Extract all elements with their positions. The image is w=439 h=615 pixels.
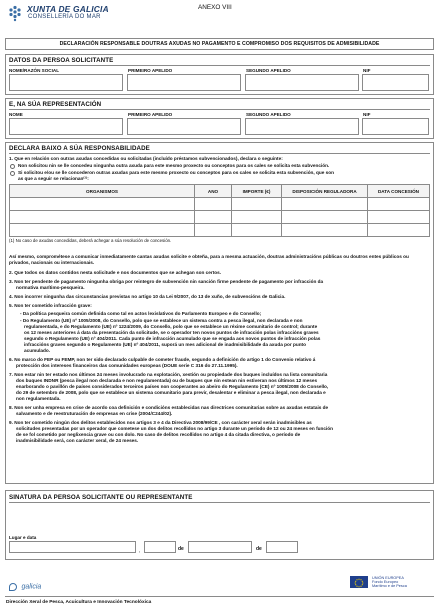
question-1: 1. Que en relación con outras axudas concedidas ou solicitadas (incluído préstamos subvencionados), declara o seguinte: bbox=[9, 156, 283, 161]
rep-surname2-field[interactable] bbox=[245, 118, 359, 135]
item-2: 2. Que todos os datos contidos nesta solicitude e nos documentos que se achegan son certos. bbox=[9, 270, 222, 275]
item-6-line2: protección dos intereses financeiros das comunidades europeas (DOUE serie C 316 do 27.11.1995). bbox=[16, 363, 238, 368]
option-other-aid-radio[interactable] bbox=[10, 171, 15, 176]
divider bbox=[9, 109, 430, 110]
item-6-line1: 6. No marco do FEP ou FEMP, non ter sido declarado culpable de cometer fraude, segundo a definición do artigo 1 do Convenio relativo á bbox=[9, 357, 316, 362]
table-cell[interactable] bbox=[195, 198, 232, 211]
item-3-line1: 3. Non ter pendente de pagamento ningunha obriga por reintegro de subvención nin sanción firme pendente de pagamento por infracción da bbox=[9, 279, 324, 284]
de-label-1: de bbox=[178, 546, 184, 552]
item-5b-line2: regulamentada, e do Regulamento (UE) nº 1224/2009, do Consello, polo que se establece un réxime comunitario de control; durante bbox=[24, 324, 318, 329]
rep-nif-label: NIF bbox=[363, 112, 371, 117]
eu-line-3: Marítimo e de Pesca bbox=[372, 584, 407, 589]
table-cell[interactable] bbox=[282, 198, 368, 211]
table-cell[interactable] bbox=[232, 211, 282, 224]
table-row[interactable] bbox=[10, 198, 430, 211]
rep-name-field[interactable] bbox=[9, 118, 123, 135]
option-other-aid-label-line1: Si solicitou e/ou se lle concederon outras axudas para este mesmo proxecto ou conceptos para os cales se solicita esta subvención, que son bbox=[18, 170, 334, 175]
applicant-surname1-label: PRIMEIRO APELIDO bbox=[128, 68, 173, 73]
table-cell[interactable] bbox=[232, 224, 282, 237]
day-field[interactable] bbox=[144, 541, 176, 553]
item-5a: - Da política pesqueira común definida como tal en actos lexislativos do Parlamento Europeo e do Consello; bbox=[20, 311, 262, 316]
applicant-nif-label: NIF bbox=[363, 68, 371, 73]
item-7-line2: dos buques INDNR (pesca ilegal non declarada e non regulamentada) ou de buques que nin estean nin estiveran nos últimos 12 meses bbox=[16, 378, 318, 383]
item-5b-line1: - Do Regulamento (UE) nº 1005/2008, do Consello, polo que se establece un sistema contra a pesca ilegal, non declarada e non bbox=[20, 318, 303, 323]
rep-surname2-label: SEGUNDO APELIDO bbox=[246, 112, 291, 117]
applicant-name-label: NOME/RAZÓN SOCIAL bbox=[9, 68, 60, 73]
directorate-label: Dirección Xeral de Pesca, Acuicultura e Innovación Tecnolóxica bbox=[6, 600, 152, 605]
galicia-logo bbox=[9, 578, 41, 596]
col-header-data-concesion: DATA CONCESIÓN bbox=[368, 185, 430, 198]
comma-separator: , bbox=[139, 548, 141, 554]
table-header-row bbox=[10, 185, 430, 198]
applicant-nif-field[interactable] bbox=[362, 74, 429, 91]
col-header-ano: ANO bbox=[195, 185, 232, 198]
item-7-line1: 7. Non estar nin ter estado nos últimos 24 meses involucrado na explotación, xestión ou propiedade dos buques incluídos na lista comunitaria bbox=[9, 372, 328, 377]
col-header-organismos: ORGANISMOS bbox=[10, 185, 195, 198]
xunta-logo bbox=[6, 4, 24, 22]
rep-surname1-field[interactable] bbox=[127, 118, 241, 135]
item-7-line4: do 29 de setembro de 2008, polo que se establece un sistema comunitario para previr, desalentar e eliminar a pesca ilegal, non declarada e bbox=[16, 390, 326, 395]
footnote-1: (1) No caso de axudas concedidas, deberá achegar a súa resolución de concesión. bbox=[9, 238, 172, 243]
item-5: 5. Non ter cometido infracción grave: bbox=[9, 303, 92, 308]
col-header-importe: IMPORTE (€) bbox=[232, 185, 282, 198]
eu-stars-icon bbox=[350, 577, 368, 589]
other-aids-table bbox=[9, 184, 430, 237]
table-cell[interactable] bbox=[368, 224, 430, 237]
place-date-label: Lugar e data bbox=[9, 535, 37, 540]
document-title: DECLARACIÓN RESPONSABLE DOUTRAS AXUDAS NO PAGAMENTO E COMPROMISO DOS REQUISITOS DE ADMISIBILIDADE bbox=[59, 41, 380, 47]
de-label-2: de bbox=[256, 546, 262, 552]
annex-label: ANEXO VIII bbox=[198, 4, 232, 11]
item-9-line1: 9. Non ter cometido ningún dos delitos establecidos nos artigos 3 e 4 da Directiva 2008/99/CE , con carácter xeral serán inadmisibles as bbox=[9, 420, 312, 425]
place-field[interactable] bbox=[9, 541, 136, 553]
table-cell[interactable] bbox=[232, 198, 282, 211]
table-cell[interactable] bbox=[10, 211, 195, 224]
table-cell[interactable] bbox=[195, 224, 232, 237]
eu-flag bbox=[350, 576, 368, 588]
item-7-line5: non regulamentada. bbox=[16, 396, 61, 401]
rep-name-label: NOME bbox=[9, 112, 23, 117]
col-header-disposicion: DISPOSICIÓN REGULADORA bbox=[282, 185, 368, 198]
rep-surname1-label: PRIMEIRO APELIDO bbox=[128, 112, 173, 117]
table-cell[interactable] bbox=[368, 211, 430, 224]
month-field[interactable] bbox=[188, 541, 252, 553]
footer-divider bbox=[5, 596, 434, 597]
eu-text bbox=[372, 576, 407, 589]
eu-line-2: Fondo Europeo bbox=[372, 580, 399, 585]
galicia-logo-text: galicia bbox=[21, 583, 42, 591]
org-department: CONSELLERÍA DO MAR bbox=[28, 14, 101, 20]
representative-heading: E, NA SÚA REPRESENTACIÓN bbox=[9, 101, 102, 108]
table-cell[interactable] bbox=[10, 198, 195, 211]
table-cell[interactable] bbox=[368, 198, 430, 211]
item-8-line1: 8. Non ser unha empresa en crise de acordo coa definición e condicións establecidas nas directrices comunitarias sobre as axudas estatais de bbox=[9, 405, 329, 410]
declaration-heading: DECLARA BAIXO A SÚA RESPONSABILIDADE bbox=[9, 145, 150, 152]
year-field[interactable] bbox=[266, 541, 298, 553]
table-cell[interactable] bbox=[10, 224, 195, 237]
applicant-surname1-field[interactable] bbox=[127, 74, 241, 91]
table-row[interactable] bbox=[10, 224, 430, 237]
divider bbox=[9, 236, 430, 237]
item-5b-line4: segundo o Regulamento (UE) nº 404/2011. Cada punto de infracción acumulado que se engada aos novos puntos de infracción polas bbox=[24, 336, 321, 341]
item-7-line3: enarborando o pavillón de países considerados terceiros países non cooperantes ao abeiro do Regulamento (CE) nº 1005/2008 do Consello, bbox=[16, 384, 329, 389]
org-name: XUNTA DE GALICIA bbox=[27, 4, 109, 14]
item-3-line2: normativa marítimo-pesqueira. bbox=[16, 285, 85, 290]
item-8-line2: salvamento e de reestruturación de empresas en crise (2004/C244/02). bbox=[16, 411, 173, 416]
option-no-aid-label: Non solicitou nin se lle concedeu ningunha outra axuda para este mesmo proxecto ou conceptos para os cales se solicita esta subvención. bbox=[18, 163, 330, 168]
item-4: 4. Non incorrer ningunha das circunstancias previstas no artigo 10 da Lei 9/2007, do 13 de xuño, de subvencións de Galicia. bbox=[9, 294, 286, 299]
table-row[interactable] bbox=[10, 211, 430, 224]
item-9-line3: de se fol cometido por neglixencia grave ou con dolo. No caso de delitos recollidos no artigo 4 da citada directiva, o período de bbox=[16, 432, 301, 437]
item-5b-line5: infraccións graves segundo o Regulamento (UE) nº 404/2011, suporá un mes adicional de inadmisibilidade da axuda por punto bbox=[24, 342, 306, 347]
table-cell[interactable] bbox=[195, 211, 232, 224]
galicia-swirl-icon bbox=[9, 583, 17, 591]
item-5b-line6: acumulado. bbox=[24, 348, 51, 353]
applicant-heading: DATOS DA PERSOA SOLICITANTE bbox=[9, 57, 114, 64]
item-9-line4: inadmisibilidade será, con carácter xeral, de 24 meses. bbox=[16, 438, 139, 443]
xunta-emblem-icon bbox=[6, 4, 24, 22]
item-5b-line3: os 12 meses anteriores á data da presentación da solicitude, se o operador ten novos puntos de infracción polas infraccións graves bbox=[24, 330, 319, 335]
table-cell[interactable] bbox=[282, 224, 368, 237]
table-cell[interactable] bbox=[282, 211, 368, 224]
applicant-name-field[interactable] bbox=[9, 74, 123, 91]
divider bbox=[9, 65, 430, 66]
rep-nif-field[interactable] bbox=[362, 118, 429, 135]
option-other-aid-label-line2: as que a seguir se relacionan⁽¹⁾: bbox=[18, 176, 89, 181]
item-9-line2: solicitudes presentadas por un operador que cometese un dos delitos recollidos no artigo 3 durante un período de 12 ou 24 meses en función bbox=[16, 426, 333, 431]
eu-line-1: UNIÓN EUROPEA bbox=[372, 576, 404, 580]
commitment-paragraph: Así mesmo, comprométese a comunicar inmediatamente cantas axudas solicite e obteña, para a mesma actuación, doutras administracións públicas ou doutros entes públicos ou privados, nacionais ou internacionais. bbox=[9, 254, 409, 265]
divider bbox=[9, 502, 430, 503]
divider bbox=[9, 153, 430, 154]
applicant-surname2-label: SEGUNDO APELIDO bbox=[246, 68, 291, 73]
option-no-aid-radio[interactable] bbox=[10, 164, 15, 169]
signature-heading: SINATURA DA PERSOA SOLICITANTE OU REPRESENTANTE bbox=[9, 494, 193, 501]
applicant-surname2-field[interactable] bbox=[245, 74, 359, 91]
